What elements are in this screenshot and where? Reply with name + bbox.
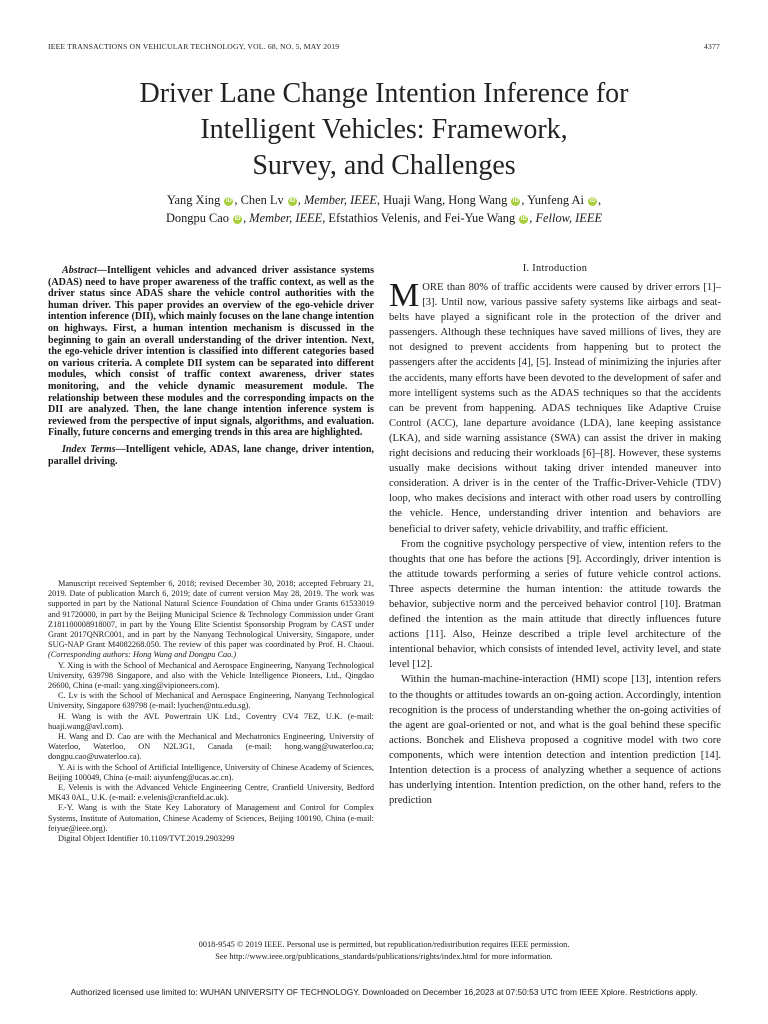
- paragraph-text: ORE than 80% of traffic accidents were caused by driver errors [1]–[3]. Until now, various passive safety systems like airbags and seat-belts have played a significant role in the protection of the driver and passengers. Although these techniques have saved millions of lives, they are not designed to prevent accidents from happening but to protect the passengers after the accidents [4], [5]. Instead of minimizing the injuries after the accidents, many efforts have been devoted to the development of safer and more intelligent systems such as the ADAS techniques so that the accidents can be prevent from happening. ADAS techniques like Adaptive Cruise Control (ACC), lane departure avoidance (LDA), lane keeping assistance (LKA), and side warning assistance (SWA) can assist the driver in making right decisions and reducing their workloads [6]–[8]. However, these systems usually make decisions without taking driver intended maneuver into consideration. A driver is in the center of the Traffic-Driver-Vehicle (TDV) loop, who makes decisions and interact with other road users by controlling the vehicle. Hence, understanding driver intention and behaviors are beneficial to driver safety, vehicle drivability, and traffic efficient.: [389, 282, 721, 535]
- index-terms-label: Index Terms: [62, 443, 116, 455]
- footnote-affiliation: C. Lv is with the School of Mechanical and Aerospace Engineering, Nanyang Technological University, Singapore 639798 (e-mail: lyuchen@ntu.edu.sg).: [48, 691, 374, 711]
- footnote-affiliation: F.-Y. Wang is with the State Key Laboratory of Management and Control for Complex Systems, Institute of Automation, Chinese Academy of Sciences, Beijing 100190, China (e-mail: feiyue@ieee.org).: [48, 803, 374, 833]
- right-column: [389, 263, 721, 808]
- footnote-affiliation: Y. Xing is with the School of Mechanical and Aerospace Engineering, Nanyang Technological University, 639798 Singapore, and also with the Vehicle Intelligence Pioneers, Ltd., Qingdao 26600, China (e-mail: yang.xing@vipioneers.com).: [48, 660, 374, 691]
- footnote-block: [48, 579, 374, 844]
- author-name: Yang Xing: [166, 193, 221, 207]
- index-terms-text: —Intelligent vehicle, ADAS, lane change, driver intention, parallel driving.: [48, 443, 374, 467]
- abstract-text: —Intelligent vehicles and advanced driver assistance systems (ADAS) need to have proper awareness of the traffic context, as well as the driver status since ADAS share the vehicle control authorities with the human driver. This paper provides an overview of the ego-vehicle driver intention inference (DII), which mainly focuses on the lane change intention on highways. First, a human intention mechanism is discussed in the beginning to gain an overall understanding of the driver intention. Next, the ego-vehicle driver intention is classified into different categories based on various criteria. A complete DII system can be separated into different modules, which consist of traffic context awareness, driver states monitoring, and the vehicle dynamic measurement module. The relationship between these modules and the corresponding impacts on the DII are analyzed. Then, the lane change intention inference system is reviewed from the perspective of input signals, algorithms, and evaluation. Finally, future concerns and emerging trends in this area are highlighted.: [48, 265, 374, 439]
- footnote-affiliation: H. Wang is with the AVL Powertrain UK Ltd., Coventry CV4 7EZ, U.K. (e-mail: huaji.wang@avl.com).: [48, 711, 374, 731]
- intro-paragraph-3: Within the human-machine-interaction (HMI) scope [13], intention refers to the thoughts or attitudes towards an on-going action. Accordingly, intention recognition is the process of understanding whether the on-going activities of the agent are goal-oriented or not, and what is the goal behind these specific actions. Bonchek and Elisheva proposed a cognitive model with two core components, which were intention detection and intention prediction [14]. Intention detection is a process of analyzing whether a sequence of actions has underlying intention. Intention prediction, on the other hand, refers to the prediction: [389, 674, 721, 807]
- footnote-manuscript: [48, 579, 374, 661]
- footnote-text: Manuscript received September 6, 2018; revised December 30, 2018; accepted February 21, 2019. Date of publication March 6, 2019; date of current version May 28, 2019. The work was supported in part by the National Natural Science Foundation of China under Grants 61533019 and 91720000, in part by the Beijing Municipal Science & Technology Commission under Grant Z181100008918007, in part by the Young Elite Scientist Sponsorship Program by CAST under Grant 2017QNRC001, and in part by the Nanyang Technological University, Singapore, under SUG-NAP Grant M4082268.050. The review of this paper was coordinated by Prof. H. Chaoui.: [48, 579, 374, 650]
- author-name: , Yunfeng Ai: [521, 193, 584, 207]
- intro-paragraph-2: From the cognitive psychology perspective of view, intention refers to the thoughts that one has before the actions [9]. Accordingly, driver intention is the attitude towards performing a series of future vehicle control actions. Three aspects determine the human intention: the attitude towards the behavior, subjective norm and the perceived behavior control [10]. Bratman defined the intention as the main attitude that directly influences future actions [11]. Also, Heinze described a triple level architecture of the intentional behavior, which consists of intended level, activity level, and state level [12].: [389, 538, 721, 671]
- author-name: , Huaji Wang, Hong Wang: [376, 193, 508, 207]
- author-role: , Member, IEEE: [243, 211, 323, 225]
- author-name: , Chen Lv: [234, 193, 284, 207]
- orcid-icon[interactable]: iD: [225, 198, 232, 204]
- index-terms: [48, 444, 374, 467]
- abstract: [48, 265, 374, 439]
- author-line-2: [70, 209, 698, 227]
- title-line-3: Survey, and Challenges: [252, 150, 516, 181]
- rights-link[interactable]: See http://www.ieee.org/publications_standards/publications/rights/index.html for more information.: [215, 952, 553, 961]
- left-column: [48, 265, 374, 467]
- drop-cap: M: [389, 277, 420, 314]
- title-line-2: Intelligent Vehicles: Framework,: [200, 114, 568, 145]
- punctuation: ,: [598, 193, 602, 207]
- author-list: [70, 191, 698, 227]
- page-number: 4377: [704, 42, 720, 51]
- orcid-icon[interactable]: iD: [234, 216, 241, 222]
- author-name: Dongpu Cao: [165, 211, 229, 225]
- orcid-icon[interactable]: iD: [289, 198, 296, 204]
- abstract-label: Abstract: [62, 265, 97, 276]
- orcid-icon[interactable]: iD: [520, 216, 527, 222]
- paper-title: [60, 76, 708, 184]
- orcid-icon[interactable]: iD: [512, 198, 519, 204]
- section-heading: I. Introduction: [522, 263, 588, 274]
- title-line-1: Driver Lane Change Intention Inference for: [139, 78, 629, 109]
- orcid-icon[interactable]: iD: [589, 198, 596, 204]
- doi[interactable]: Digital Object Identifier 10.1109/TVT.2019.2903299: [58, 834, 235, 844]
- running-header: [48, 42, 720, 51]
- copyright-notice: [48, 939, 720, 963]
- author-name: , Efstathios Velenis, and Fei-Yue Wang: [322, 211, 516, 225]
- copyright-line: 0018-9545 © 2019 IEEE. Personal use is permitted, but republication/redistribution requires IEEE permission.: [198, 940, 570, 949]
- footnote-affiliation: Y. Ai is with the School of Artificial Intelligence, University of Chinese Academy of Sciences, Beijing 100049, China (e-mail: aiyunfeng@ucas.ac.cn).: [48, 762, 374, 782]
- corresponding-authors: (Corresponding authors: Hong Wang and Dongpu Cao.): [48, 650, 237, 660]
- author-role: , Fellow, IEEE: [529, 211, 603, 225]
- journal-name: IEEE TRANSACTIONS ON VEHICULAR TECHNOLOGY, VOL. 68, NO. 5, MAY 2019: [48, 42, 340, 51]
- author-line-1: [70, 191, 698, 209]
- author-role: , Member, IEEE: [297, 193, 377, 207]
- intro-paragraph-1: [389, 277, 721, 537]
- footnote-affiliation: E. Velenis is with the Advanced Vehicle Engineering Centre, Cranfield University, Bedford MK43 0AL, U.K. (e-mail: e.velenis@cranfield.ac.uk).: [48, 783, 374, 803]
- footnote-affiliation: H. Wang and D. Cao are with the Mechanical and Mechatronics Engineering, University of Waterloo, Waterloo, ON N2L3G1, Canada (e-mail: hong.wang@uwaterloo.ca; dongpu.cao@uwaterloo.ca).: [48, 732, 374, 762]
- license-notice: Authorized licensed use limited to: WUHAN UNIVERSITY OF TECHNOLOGY. Downloaded on December 16,2023 at 07:50:53 UTC from IEEE Xplore. Restrictions apply.: [70, 987, 698, 997]
